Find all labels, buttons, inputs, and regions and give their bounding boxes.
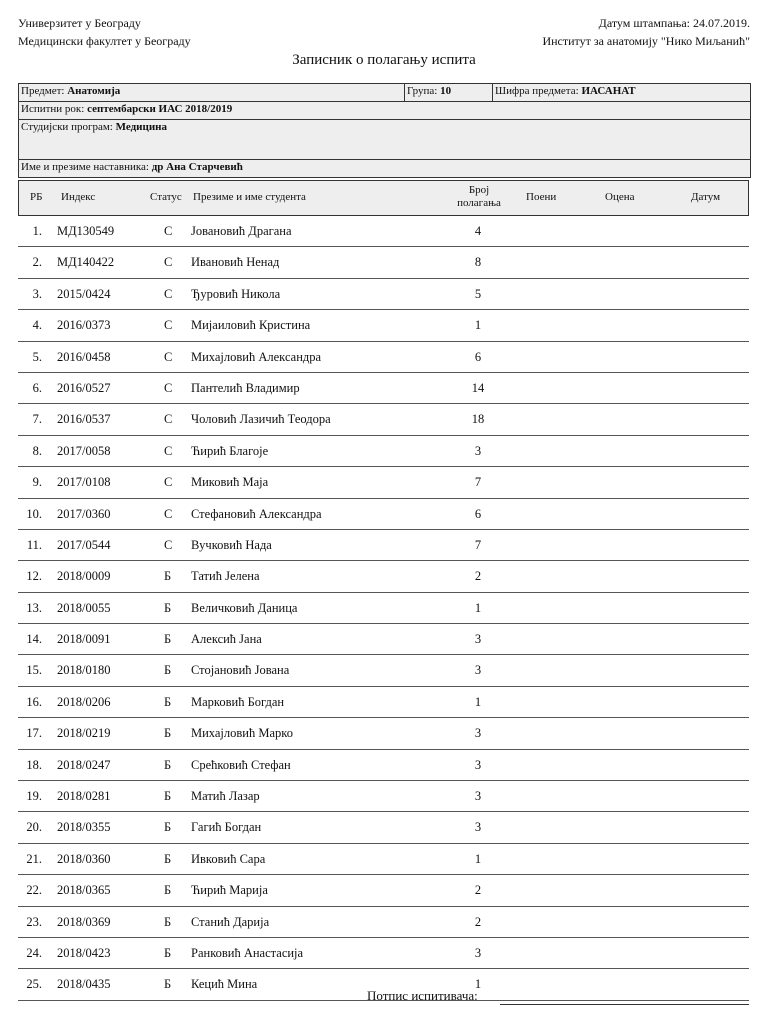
table-row — [18, 624, 749, 655]
student-index: 2017/0058 — [57, 443, 111, 458]
student-status: Б — [164, 851, 172, 866]
row-number: 1. — [32, 224, 42, 238]
program-label: Студијски програм: — [21, 121, 113, 133]
table-row — [18, 499, 749, 530]
term-value: септембарски ИАС 2018/2019 — [87, 103, 233, 115]
header-right — [542, 14, 750, 50]
row-number: 4. — [32, 318, 42, 333]
table-row — [18, 593, 749, 624]
attempt-count: 1 — [474, 318, 482, 333]
signature-line — [500, 1004, 749, 1005]
table-row — [18, 373, 749, 404]
student-name: Гагић Богдан — [191, 820, 262, 835]
table-row — [18, 279, 749, 310]
student-name: Стојановић Јована — [191, 663, 290, 678]
term-cell — [19, 102, 234, 119]
student-name: Мијаиловић Кристина — [191, 318, 311, 333]
table-row — [18, 907, 749, 938]
col-header-count-line2: полагања — [457, 197, 501, 209]
student-name: Алексић Јана — [191, 632, 262, 647]
group-label: Група: — [407, 85, 438, 97]
row-number: 7. — [32, 412, 42, 427]
row-number: 22. — [26, 883, 42, 898]
row-number: 24. — [26, 945, 42, 960]
attempt-count: 4 — [474, 224, 482, 238]
student-status: Б — [164, 789, 172, 804]
attempt-count: 1 — [474, 977, 482, 992]
col-header-grade: Оцена — [605, 191, 635, 203]
student-index: 2018/0247 — [57, 757, 111, 772]
student-index: 2018/0365 — [57, 883, 111, 898]
student-name: Величковић Даница — [191, 600, 298, 615]
row-number: 5. — [32, 349, 42, 364]
col-header-count — [449, 184, 509, 210]
student-index: 2018/0206 — [57, 694, 111, 709]
row-number: 13. — [26, 600, 42, 615]
table-row — [18, 718, 749, 749]
student-name: Татић Јелена — [191, 569, 260, 584]
col-header-name: Презиме и име студента — [193, 191, 306, 203]
row-number: 16. — [26, 694, 42, 709]
student-status: С — [164, 537, 173, 552]
student-name: Срећковић Стефан — [191, 757, 291, 772]
col-header-index: Индекс — [61, 191, 96, 203]
attempt-count: 3 — [474, 789, 482, 804]
student-name: Ивковић Сара — [191, 851, 266, 866]
student-status: С — [164, 224, 173, 238]
student-name: Михајловић Марко — [191, 726, 293, 741]
student-name: Ћирић Марија — [191, 883, 268, 898]
header-left — [18, 14, 191, 50]
table-row — [18, 938, 749, 969]
student-index: МД140422 — [57, 255, 115, 270]
examiner-signature-label: Потпис испитивача: — [367, 988, 478, 1003]
row-number: 12. — [26, 569, 42, 584]
student-index: 2017/0360 — [57, 506, 111, 521]
table-row — [18, 875, 749, 906]
page-title: Записник о полагању испита — [292, 52, 476, 68]
row-number: 17. — [26, 726, 42, 741]
attempt-count: 6 — [474, 506, 482, 521]
row-number: 21. — [26, 851, 42, 866]
table-header — [18, 180, 749, 216]
attempt-count: 3 — [474, 757, 482, 772]
info-row-teacher — [19, 160, 750, 177]
student-name: Јовановић Драгана — [191, 224, 292, 238]
student-index: 2017/0108 — [57, 475, 111, 490]
student-name: Пантелић Владимир — [191, 380, 300, 395]
group-value: 10 — [440, 85, 452, 97]
student-index: 2018/0219 — [57, 726, 111, 741]
teacher-cell — [19, 160, 245, 177]
student-name: Миковић Маја — [191, 475, 269, 490]
code-cell — [493, 84, 750, 101]
student-status: Б — [164, 694, 172, 709]
student-index: 2016/0537 — [57, 412, 111, 427]
attempt-count: 1 — [474, 851, 482, 866]
code-value: ИАСАНАТ — [581, 85, 636, 97]
student-name: Михајловић Александра — [191, 349, 322, 364]
table-row — [18, 530, 749, 561]
faculty-name: Медицински факултет у Београду — [18, 34, 191, 48]
student-status: Б — [164, 883, 172, 898]
term-label: Испитни рок: — [21, 103, 85, 115]
student-status: Б — [164, 914, 172, 929]
student-name: Кецић Мина — [191, 977, 258, 992]
table-row — [18, 844, 749, 875]
info-row-term — [19, 102, 750, 120]
student-status: С — [164, 255, 173, 270]
col-header-status: Статус — [150, 191, 182, 203]
attempt-count: 5 — [474, 286, 482, 301]
print-date: Датум штампања: 24.07.2019. — [598, 16, 750, 30]
student-status: Б — [164, 726, 172, 741]
student-status: Б — [164, 569, 172, 584]
university-name: Универзитет у Београду — [18, 16, 141, 30]
attempt-count: 2 — [474, 569, 482, 584]
table-row — [18, 687, 749, 718]
student-status: С — [164, 443, 173, 458]
student-name: Ивановић Ненад — [191, 255, 280, 270]
row-number: 9. — [32, 475, 42, 490]
program-cell — [19, 120, 169, 159]
institute-name: Институт за анатомију "Нико Миљанић" — [542, 34, 750, 48]
table-row — [18, 750, 749, 781]
info-row-program — [19, 120, 750, 160]
attempt-count: 3 — [474, 443, 482, 458]
student-index: 2018/0055 — [57, 600, 111, 615]
table-row — [18, 781, 749, 812]
subject-cell — [19, 84, 405, 101]
student-status: С — [164, 506, 173, 521]
attempt-count: 1 — [474, 600, 482, 615]
table-row — [18, 247, 749, 278]
row-number: 23. — [26, 914, 42, 929]
attempt-count: 1 — [474, 694, 482, 709]
attempt-count: 8 — [474, 255, 482, 270]
student-index: 2015/0424 — [57, 286, 111, 301]
col-header-count-line1: Број — [468, 184, 490, 196]
student-status: С — [164, 286, 173, 301]
row-number: 14. — [26, 632, 42, 647]
attempt-count: 3 — [474, 663, 482, 678]
row-number: 2. — [32, 255, 42, 270]
student-index: 2017/0544 — [57, 537, 111, 552]
row-number: 10. — [26, 506, 42, 521]
row-number: 6. — [32, 380, 42, 395]
attempt-count: 6 — [474, 349, 482, 364]
student-index: 2018/0423 — [57, 945, 111, 960]
student-name: Матић Лазар — [191, 789, 260, 804]
student-index: 2018/0355 — [57, 820, 111, 835]
student-status: С — [164, 412, 173, 427]
table-row — [18, 436, 749, 467]
subject-value: Анатомија — [67, 85, 121, 97]
student-name: Марковић Богдан — [191, 694, 285, 709]
table-row — [18, 404, 749, 435]
table-row — [18, 655, 749, 686]
student-status: Б — [164, 632, 172, 647]
row-number: 19. — [26, 789, 42, 804]
table-row — [18, 342, 749, 373]
student-index: МД130549 — [57, 224, 115, 238]
student-status: Б — [164, 945, 172, 960]
row-number: 11. — [26, 537, 42, 552]
student-status: Б — [164, 757, 172, 772]
student-index: 2016/0527 — [57, 380, 111, 395]
student-index: 2016/0373 — [57, 318, 111, 333]
teacher-label: Име и презиме наставника: — [21, 161, 149, 173]
student-name: Стефановић Александра — [191, 506, 322, 521]
student-status: Б — [164, 820, 172, 835]
student-index: 2018/0435 — [57, 977, 111, 992]
student-status: Б — [164, 663, 172, 678]
subject-label: Предмет: — [21, 85, 65, 97]
attempt-count: 3 — [474, 945, 482, 960]
student-name: Станић Дарија — [191, 914, 270, 929]
attempt-count: 7 — [474, 475, 482, 490]
student-index: 2018/0009 — [57, 569, 111, 584]
attempt-count: 2 — [474, 914, 482, 929]
table-row — [18, 467, 749, 498]
student-index: 2018/0360 — [57, 851, 111, 866]
table-row — [18, 216, 749, 247]
attempt-count: 3 — [474, 632, 482, 647]
attempt-count: 18 — [471, 412, 485, 427]
student-name: Вучковић Нада — [191, 537, 272, 552]
table-row — [18, 812, 749, 843]
info-row-subject — [19, 84, 750, 102]
student-name: Ћирић Благоје — [191, 443, 269, 458]
student-index: 2018/0091 — [57, 632, 111, 647]
student-status: С — [164, 475, 173, 490]
code-label: Шифра предмета: — [495, 85, 579, 97]
student-index: 2018/0281 — [57, 789, 111, 804]
student-status: С — [164, 380, 173, 395]
student-status: С — [164, 349, 173, 364]
program-value: Медицина — [115, 121, 168, 133]
group-cell — [405, 84, 493, 101]
student-index: 2018/0369 — [57, 914, 111, 929]
row-number: 18. — [26, 757, 42, 772]
col-header-points: Поени — [526, 191, 557, 203]
row-number: 15. — [26, 663, 42, 678]
student-index: 2016/0458 — [57, 349, 111, 364]
student-name: Ранковић Анастасија — [191, 945, 304, 960]
table-row — [18, 561, 749, 592]
row-number: 3. — [32, 286, 42, 301]
table-row — [18, 310, 749, 341]
student-status: Б — [164, 600, 172, 615]
col-header-rb: РБ — [30, 191, 43, 203]
attempt-count: 2 — [474, 883, 482, 898]
row-number: 25. — [26, 977, 42, 992]
exam-info-box — [18, 83, 751, 178]
attempt-count: 3 — [474, 726, 482, 741]
attempt-count: 14 — [471, 380, 485, 395]
table-body — [18, 216, 749, 1001]
students-table — [18, 180, 749, 1001]
student-status: Б — [164, 977, 172, 992]
row-number: 8. — [32, 443, 42, 458]
attempt-count: 7 — [474, 537, 482, 552]
attempt-count: 3 — [474, 820, 482, 835]
teacher-value: др Ана Старчевић — [151, 161, 243, 173]
col-header-date: Датум — [691, 191, 721, 203]
student-name: Ђуровић Никола — [191, 286, 281, 301]
row-number: 20. — [26, 820, 42, 835]
student-index: 2018/0180 — [57, 663, 111, 678]
student-status: С — [164, 318, 173, 333]
student-name: Чоловић Лазичић Теодора — [191, 412, 331, 427]
